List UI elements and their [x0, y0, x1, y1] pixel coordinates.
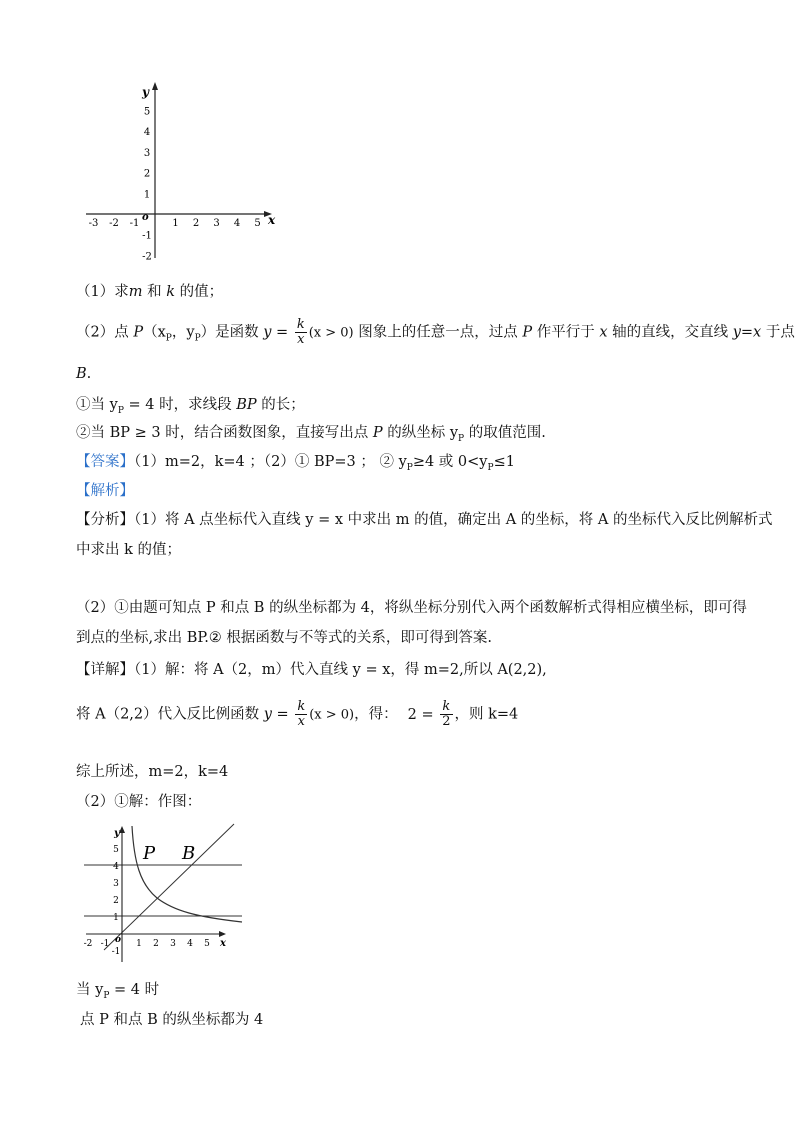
x-tick-labels: [89, 218, 261, 229]
question-2-2: ②当 BP ≥ 3 时，结合函数图象，直接写出点 P 的纵坐标 $y_P$ 的取值范围.: [76, 425, 546, 444]
tick-label: -2: [109, 218, 119, 229]
tick-label: 3: [143, 147, 151, 159]
fenxi-line-4: 到点的坐标,求出 BP.② 根据函数与不等式的关系，即可得到答案.: [76, 630, 493, 646]
tick-label: 4: [143, 127, 151, 139]
question-1: （1）求m 和 k 的值；: [76, 284, 224, 300]
tick-label: -2: [142, 251, 152, 260]
question-2-cont: B.: [76, 366, 92, 382]
tick-label: 5: [204, 939, 210, 949]
answer-line: 【答案】（1）m=2，k=4 ；（2）① BP=3 ； ② $y_P\ge 4$ 或 $0<y_P\le 1$: [76, 454, 515, 473]
tick-label: -2: [83, 939, 93, 949]
tick-label: -3: [88, 218, 99, 229]
tick-label: 1: [136, 939, 142, 949]
tick-label: -1: [142, 230, 152, 242]
origin-label: o: [115, 935, 122, 945]
point-B-label: B: [182, 843, 196, 864]
y-axis-arrow: [152, 82, 158, 90]
part2-line: （2）①解：作图：: [76, 794, 202, 810]
tick-label: 3: [213, 218, 220, 229]
y-tick-labels: [142, 107, 152, 261]
analysis-tag: 【解析】: [76, 483, 134, 499]
tick-label: 4: [113, 862, 119, 872]
tick-label: 5: [254, 218, 261, 229]
hyperbola-curve: [132, 826, 242, 922]
tick-label: 3: [170, 939, 176, 949]
tick-label: -1: [100, 939, 110, 949]
detail-line-2: 将 A（2,2）代入反比例函数 y = $\frac{k}{x}$ (x > 0)，得： 2 = $\frac{k}{2}$ ，则 k=4: [76, 699, 519, 729]
tick-label: 1: [172, 218, 179, 229]
x-tick-labels: [84, 939, 211, 949]
tick-label: 2: [192, 218, 200, 229]
tick-label: 2: [143, 168, 151, 180]
x-axis-label: x: [220, 938, 226, 949]
tick-label: 5: [143, 106, 151, 118]
tick-label: 5: [113, 845, 119, 855]
y-axis-label: y: [114, 828, 120, 839]
tick-label: 4: [233, 218, 241, 229]
tick-label: 4: [187, 939, 193, 949]
y-axis-arrow: [119, 826, 125, 833]
fraction-k-over-x-2: $\frac{k}{x}$: [297, 699, 306, 729]
last-line: 点 P 和点 B 的纵坐标都为 4: [80, 1012, 264, 1028]
coordinate-graph-2: [82, 822, 262, 967]
tick-label: 2: [153, 939, 159, 949]
fenxi-line-3: （2）①由题可知点 P 和点 B 的纵坐标都为 4，将纵坐标分别代入两个函数解析式得相应横坐标，即可得: [76, 600, 747, 616]
tick-label: 1: [113, 913, 119, 923]
fraction-k-over-2: $\frac{k}{2}$: [442, 699, 451, 729]
point-P-label: P: [143, 843, 156, 864]
tick-label: 1: [143, 189, 151, 201]
fraction-k-over-x: $\frac{k}{x}$: [296, 317, 305, 347]
tick-label: 2: [113, 896, 119, 906]
question-2-1: ①当 $y_P = 4$ 时，求线段 BP 的长；: [76, 397, 305, 416]
summary-line: 综上所述，m=2，k=4: [76, 764, 229, 780]
coordinate-graph-1: [76, 80, 296, 260]
x-axis-arrow: [219, 931, 226, 937]
tick-label: 3: [113, 879, 119, 889]
origin-label: o: [142, 212, 149, 223]
fenxi-line-2: 中求出 k 的值；: [76, 542, 182, 558]
detail-line-1: 【详解】（1）解：将 A（2，m）代入直线 y = x，得 m=2,所以 A(2,2),: [76, 662, 547, 678]
when-line: 当 $y_P = 4$ 时: [76, 982, 160, 1001]
x-axis-label: x: [268, 213, 276, 227]
y-axis-label: y: [142, 85, 149, 99]
line-y-equals-x: [104, 824, 234, 950]
question-2: （2）点 $P(x_P$，$y_P$）是函数 y = $\frac{k}{x}$ (x > 0) 图象上的任意一点，过点 P 作平行于 x 轴的直线，交直线 y=x 于点: [76, 317, 795, 347]
tick-label: -1: [129, 218, 140, 229]
tick-label: -1: [111, 947, 121, 957]
fenxi-line-1: 【分析】（1）将 A 点坐标代入直线 y = x 中求出 m 的值，确定出 A 的坐标，将 A 的坐标代入反比例解析式: [76, 512, 773, 528]
